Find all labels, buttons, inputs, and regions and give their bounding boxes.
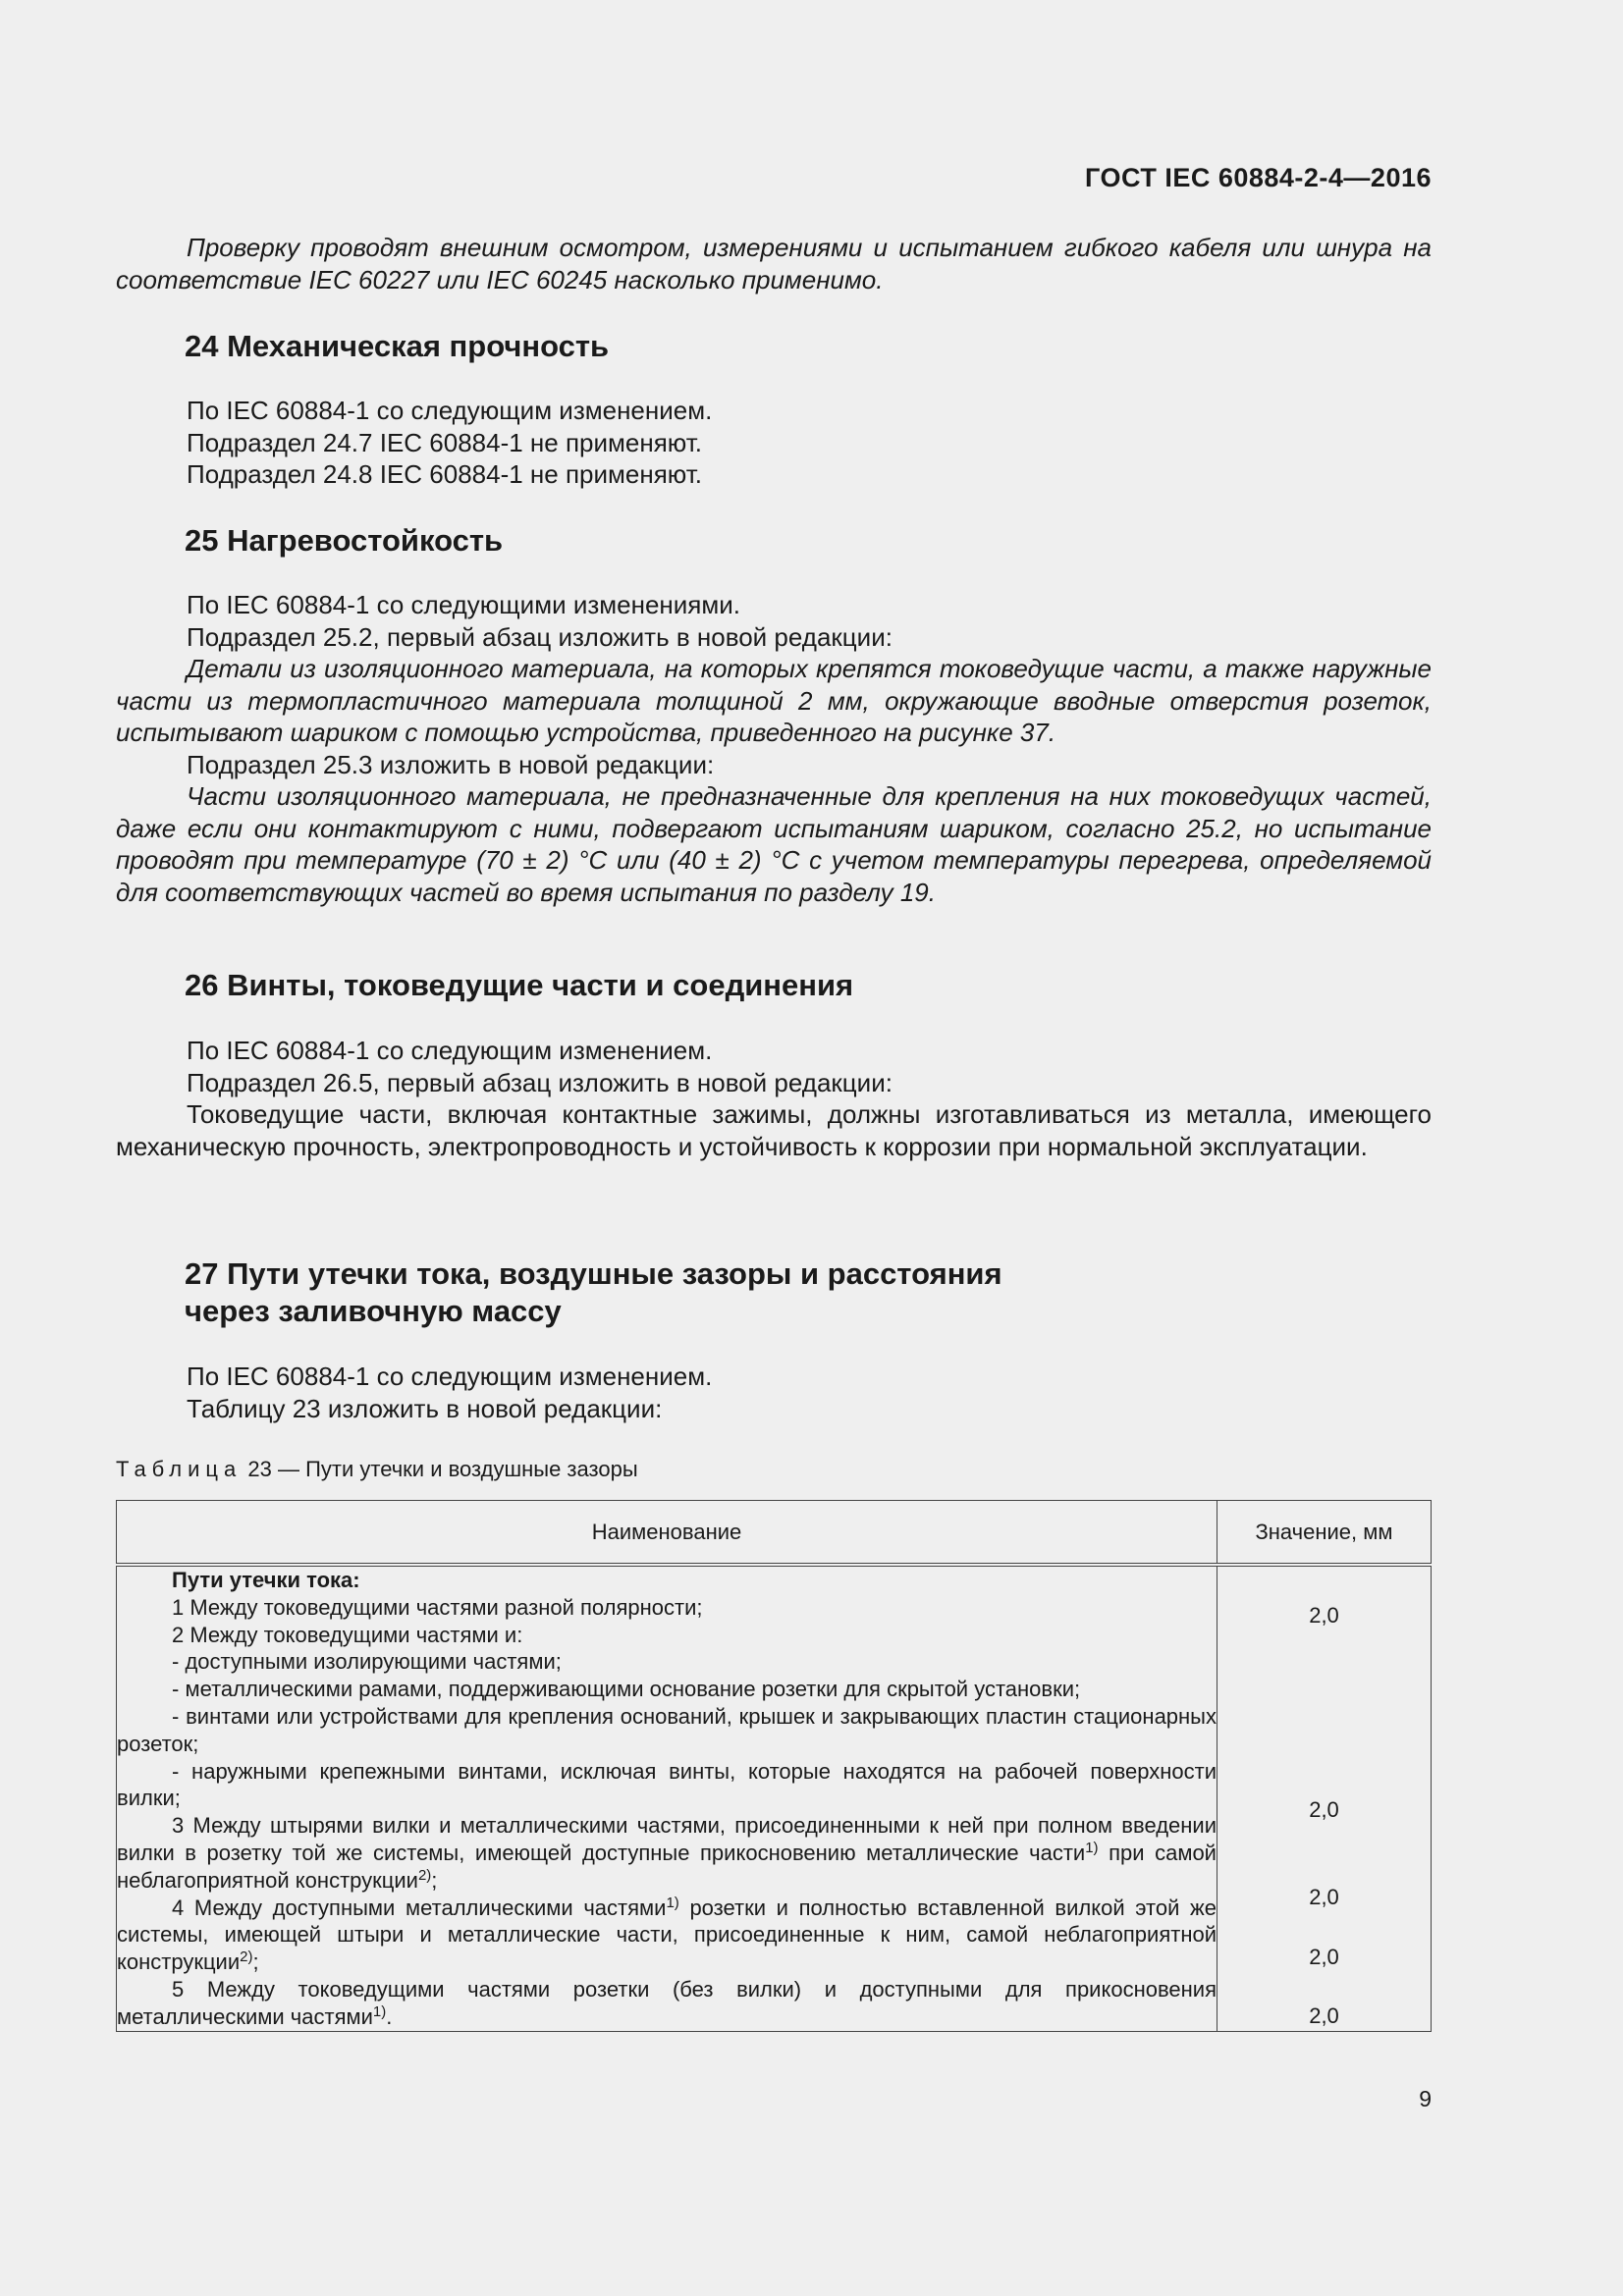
value-row-1: 2,0 [1309, 1603, 1339, 1628]
table-caption: Таблица 23 — Пути утечки и воздушные зазоры [116, 1457, 638, 1481]
document-header: ГОСТ IEC 60884-2-4—2016 [1085, 163, 1432, 192]
table-cell-value [1217, 1565, 1432, 2031]
section-26-body: По IEC 60884-1 со следующим изменением. Подраздел 26.5, первый абзац изложить в новой редакции: Токоведущие части, включая контактные зажимы, должны изготавливаться из металла, имеющего механическую прочность, электропроводность и устойчивость к коррозии при нормальной эксплуатации. [116, 1036, 1432, 1161]
table-header-row [117, 1501, 1432, 1566]
footnote-ref: 1) [372, 2002, 387, 2020]
section-27-title: 27 Пути утечки тока, воздушные зазоры и расстояния через заливочную массу [185, 1256, 1002, 1328]
value-row-5: 2,0 [1309, 2003, 1339, 2028]
value-row-4: 2,0 [1309, 1945, 1339, 1969]
page-number: 9 [1419, 2086, 1432, 2111]
table-cell-name: Пути утечки тока: 1 Между токоведущими частями разной полярности; 2 Между токоведущими частями и: - доступными изолирующими частями; - металлическими рамами, поддерживающими основание розетки для скрытой установки; - винтами или устройствами для крепления оснований, крышек и закрывающих пластин стационарных розеток; - наружными крепежными винтами, исключая винты, которые находятся на рабочей поверхности вилки; 3 Между штырями вилки и металлическими частями, присоединенными к ней при полном введении вилки в розетку той же системы, имеющей доступные прикосновению металлические части$^{1)}$ при самой неблагоприятной конструкции$^{2)}$; 4 Между доступными металлическими частями$^{1)}$ розетки и полностью вставленной вилкой этой же системы, имеющей штыри и металлические части, присоединенные к ним, самой неблагоприятной конструкции$^{2)}$; 5 Между токоведущими частями розетки (без вилки) и доступными для прикосновения металлическими частями$^{1)}$. [117, 1565, 1217, 2031]
section-25-body: По IEC 60884-1 со следующими изменениями. Подраздел 25.2, первый абзац изложить в новой редакции: Детали из изоляционного материала, на которых крепятся токоведущие части, а также наружные части из термопластичного материала толщиной 2 мм, окружающие вводные отверстия розеток, испытывают шариком с помощью устройства, приведенного на рисунке 37. Подраздел 25.3 изложить в новой редакции: Части изоляционного материала, не предназначенные для крепления на них токоведущих частей, даже если они контактируют с ними, подвергают испытаниям шариком, согласно 25.2, но испытание проводят при температуре (70 ± 2) °С или (40 ± 2) °С с учетом температуры перегрева, определяемой для соответствующих частей во время испытания по разделу 19. [116, 590, 1432, 907]
footnote-ref: 2) [417, 1866, 432, 1884]
section-25-title: 25 Нагревостойкость [185, 523, 504, 558]
column-header-name: Наименование [117, 1501, 1217, 1566]
intro-paragraph: Проверку проводят внешним осмотром, измерениями и испытанием гибкого кабеля или шнура на соответствие IEC 60227 или IEC 60245 насколько применимо. [116, 233, 1432, 294]
section-27-body: По IEC 60884-1 со следующим изменением. Таблицу 23 изложить в новой редакции: [187, 1362, 713, 1423]
table-row [117, 1565, 1432, 2031]
value-row-2: 2,0 [1309, 1797, 1339, 1822]
section-26-title: 26 Винты, токоведущие части и соединения [185, 968, 854, 1002]
column-header-value: Значение, мм [1217, 1501, 1432, 1566]
section-24-title: 24 Механическая прочность [185, 329, 610, 363]
creepage-table [116, 1500, 1432, 2032]
section-24-body: По IEC 60884-1 со следующим изменением. Подраздел 24.7 IEC 60884-1 не применяют. Подраздел 24.8 IEC 60884-1 не применяют. [187, 396, 713, 489]
footnote-ref: 1) [1085, 1839, 1099, 1856]
footnote-ref: 2) [240, 1949, 253, 1966]
value-row-3: 2,0 [1309, 1885, 1339, 1909]
footnote-ref: 1) [666, 1894, 679, 1911]
